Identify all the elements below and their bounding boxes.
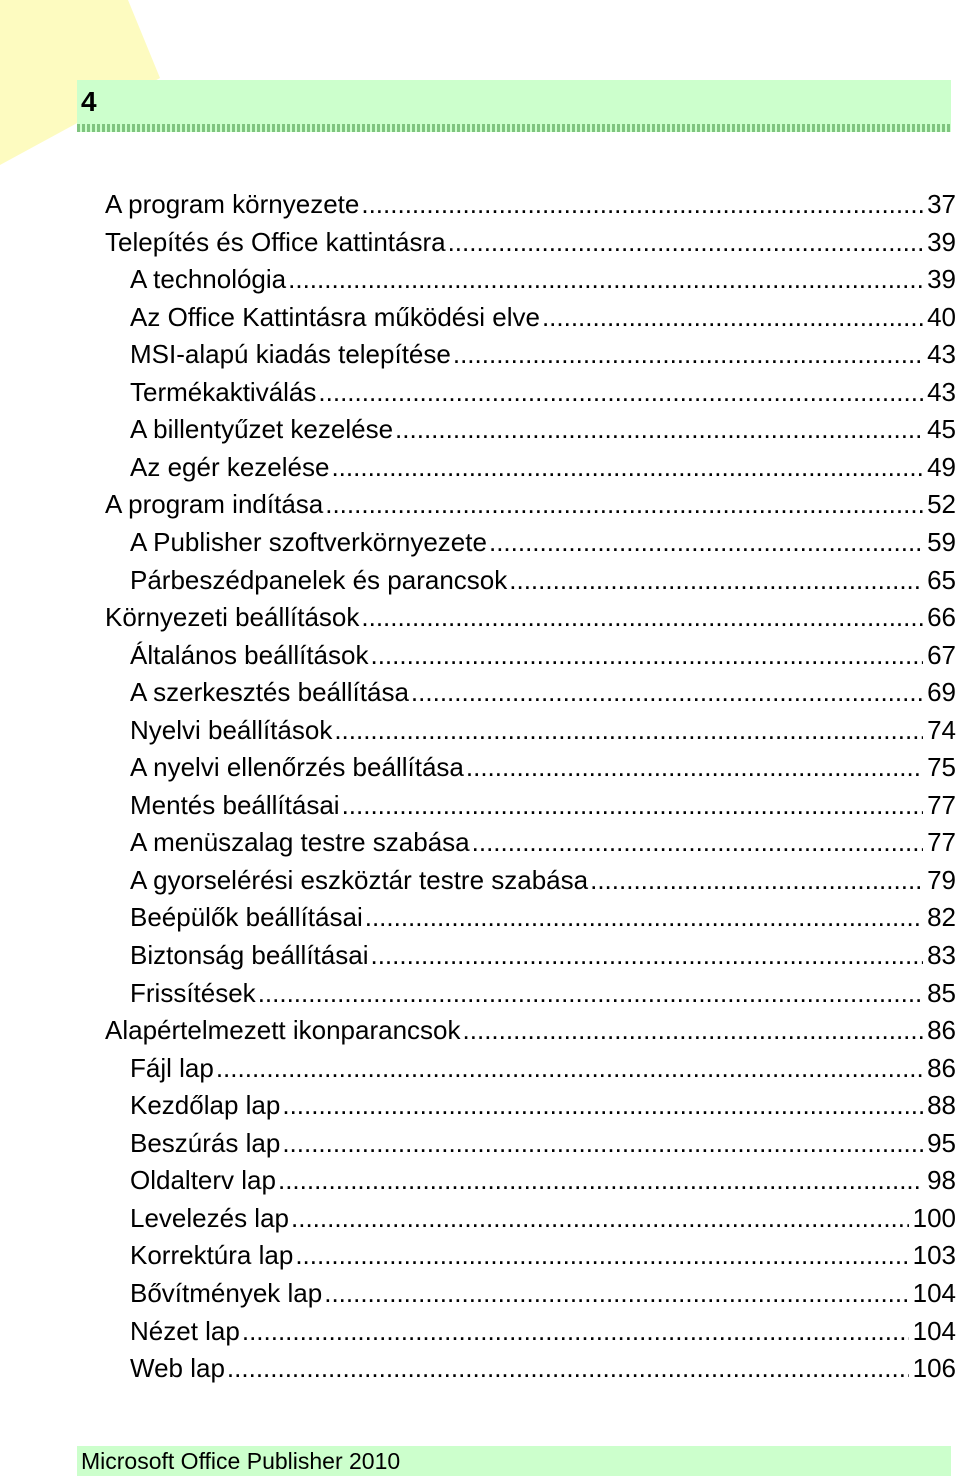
toc-entry-title: Telepítés és Office kattintásra	[105, 226, 446, 257]
toc-entry-title: Párbeszédpanelek és parancsok	[130, 564, 508, 595]
toc-leader-dots	[365, 899, 923, 936]
toc-leader-dots	[227, 1350, 909, 1387]
toc-entry-page: 104	[912, 1277, 956, 1308]
toc-entry-title: A szerkesztés beállítása	[130, 677, 409, 708]
toc-entry[interactable]	[105, 1012, 956, 1049]
toc-entry-title: A Publisher szoftverkörnyezete	[130, 526, 487, 557]
toc-entry-title: Nézet lap	[130, 1315, 240, 1346]
toc-entry-page: 86	[927, 1052, 956, 1083]
toc-entry-title: Általános beállítások	[130, 639, 369, 670]
toc-entry[interactable]	[130, 787, 956, 824]
toc-leader-dots	[258, 975, 923, 1012]
toc-leader-dots	[278, 1162, 923, 1199]
toc-leader-dots	[216, 1050, 923, 1087]
toc-entry-page: 95	[927, 1127, 956, 1158]
toc-entry-page: 52	[927, 489, 956, 520]
toc-entry[interactable]	[130, 261, 956, 298]
footer-title: Microsoft Office Publisher 2010	[81, 1448, 401, 1474]
toc-entry[interactable]	[130, 1125, 956, 1162]
toc-leader-dots	[448, 224, 924, 261]
toc-entry-title: Biztonság beállításai	[130, 940, 369, 970]
toc-entry-page: 66	[927, 602, 956, 633]
toc-entry-page: 79	[927, 864, 956, 895]
toc-entry-title: Korrektúra lap	[130, 1240, 294, 1271]
toc-entry-page: 100	[912, 1202, 956, 1233]
toc-leader-dots	[489, 524, 923, 561]
toc-entry[interactable]	[130, 1087, 956, 1124]
toc-entry-page: 43	[927, 339, 956, 370]
toc-entry-page: 104	[912, 1315, 956, 1346]
toc-entry-title: A nyelvi ellenőrzés beállítása	[130, 752, 464, 783]
toc-leader-dots	[361, 186, 923, 223]
toc-leader-dots	[472, 824, 923, 861]
toc-entry[interactable]	[105, 186, 956, 223]
toc-entry-title: Beszúrás lap	[130, 1127, 281, 1158]
toc-entry-page: 67	[927, 639, 956, 670]
toc-entry[interactable]	[130, 1237, 956, 1274]
toc-entry[interactable]	[130, 1313, 956, 1350]
toc-leader-dots	[291, 1200, 909, 1237]
toc-entry-title: Web lap	[130, 1353, 225, 1384]
toc-entry-page: 45	[927, 414, 956, 445]
toc-entry-page: 40	[927, 301, 956, 332]
toc-entry-page: 59	[927, 526, 956, 557]
toc-leader-dots	[542, 299, 923, 336]
toc-leader-dots	[324, 1275, 908, 1312]
toc-entry-page: 82	[927, 902, 956, 933]
toc-entry[interactable]	[130, 637, 956, 674]
page-number: 4	[81, 86, 97, 117]
toc-entry-page: 37	[927, 189, 956, 219]
toc-entry-title: Az egér kezelése	[130, 451, 330, 482]
header-band	[77, 80, 951, 130]
toc-entry[interactable]	[130, 524, 956, 561]
toc-entry-title: Beépülők beállításai	[130, 902, 363, 933]
header-stripes	[77, 124, 951, 132]
toc-entry-page: 39	[927, 226, 956, 257]
toc-entry-page: 83	[927, 940, 956, 970]
toc-entry[interactable]	[130, 1162, 956, 1199]
toc-entry[interactable]	[105, 224, 956, 261]
toc-entry[interactable]	[130, 975, 956, 1012]
toc-entry-title: Környezeti beállítások	[105, 602, 360, 633]
toc-entry-title: A menüszalag testre szabása	[130, 827, 470, 858]
toc-entry-title: Levelezés lap	[130, 1202, 289, 1233]
toc-entry-page: 69	[927, 677, 956, 708]
toc-leader-dots	[463, 1012, 924, 1049]
toc-entry-title: Kezdőlap lap	[130, 1090, 281, 1121]
toc-leader-dots	[370, 937, 923, 974]
toc-entry[interactable]	[130, 749, 956, 786]
toc-entry[interactable]	[130, 449, 956, 486]
toc-entry-title: Az Office Kattintásra működési elve	[130, 301, 540, 332]
toc-entry-page: 98	[927, 1165, 956, 1196]
toc-leader-dots	[242, 1313, 909, 1350]
toc-leader-dots	[411, 674, 923, 711]
toc-entry-title: Alapértelmezett ikonparancsok	[105, 1015, 461, 1046]
toc-entry-title: Oldalterv lap	[130, 1165, 276, 1196]
toc-leader-dots	[282, 1125, 923, 1162]
toc-entry-page: 86	[927, 1015, 956, 1046]
toc-entry[interactable]	[130, 1350, 956, 1387]
toc-entry-page: 103	[912, 1240, 956, 1271]
toc-entry-title: A billentyűzet kezelése	[130, 414, 394, 445]
toc-entry-page: 106	[912, 1353, 956, 1384]
toc-leader-dots	[590, 862, 923, 899]
toc-entry-page: 49	[927, 451, 956, 482]
toc-entry-page: 65	[927, 564, 956, 595]
toc-entry[interactable]	[130, 562, 956, 599]
toc-leader-dots	[282, 1087, 923, 1124]
toc-entry-page: 39	[927, 264, 956, 295]
toc-entry[interactable]	[130, 862, 956, 899]
toc-leader-dots	[325, 486, 923, 523]
toc-entry[interactable]	[105, 486, 956, 523]
toc-entry-title: Bővítmények lap	[130, 1277, 323, 1308]
toc-leader-dots	[509, 562, 923, 599]
toc-entry-title: A gyorselérési eszköztár testre szabása	[130, 864, 589, 895]
toc-entry[interactable]	[105, 599, 956, 636]
toc-entry[interactable]	[130, 1275, 956, 1312]
toc-entry[interactable]	[130, 411, 956, 448]
toc-entry-title: MSI-alapú kiadás telepítése	[130, 339, 451, 370]
toc-entry-title: Termékaktiválás	[130, 376, 317, 407]
toc-leader-dots	[395, 411, 923, 448]
toc-leader-dots	[288, 261, 923, 298]
toc-entry[interactable]	[130, 336, 956, 373]
toc-entry-page: 85	[927, 977, 956, 1008]
toc-leader-dots	[370, 637, 923, 674]
toc-entry[interactable]	[130, 824, 956, 861]
toc-entry-page: 77	[927, 827, 956, 858]
toc-leader-dots	[295, 1237, 908, 1274]
toc-entry[interactable]	[130, 937, 956, 974]
toc-leader-dots	[334, 712, 923, 749]
toc-leader-dots	[466, 749, 923, 786]
toc-leader-dots	[318, 374, 923, 411]
toc-entry-title: Nyelvi beállítások	[130, 714, 333, 745]
toc-entry[interactable]	[130, 899, 956, 936]
toc-entry-page: 88	[927, 1090, 956, 1121]
toc-entry-page: 43	[927, 376, 956, 407]
toc-entry[interactable]	[130, 1200, 956, 1237]
toc-leader-dots	[331, 449, 923, 486]
toc-leader-dots	[453, 336, 923, 373]
toc-entry-title: A technológia	[130, 264, 287, 295]
toc-entry[interactable]	[130, 1050, 956, 1087]
toc-entry[interactable]	[130, 299, 956, 336]
toc-entry[interactable]	[130, 712, 956, 749]
toc-entry-page: 77	[927, 789, 956, 820]
toc-entry-title: Fájl lap	[130, 1052, 214, 1083]
toc-entry-title: A program környezete	[105, 189, 360, 219]
toc-entry[interactable]	[130, 374, 956, 411]
toc-leader-dots	[342, 787, 924, 824]
toc-entry[interactable]	[130, 674, 956, 711]
toc-entry-title: Frissítések	[130, 977, 256, 1008]
toc-entry-page: 75	[927, 752, 956, 783]
toc-entry-page: 74	[927, 714, 956, 745]
toc-entry-title: A program indítása	[105, 489, 324, 520]
toc-entry-title: Mentés beállításai	[130, 789, 340, 820]
toc-leader-dots	[361, 599, 923, 636]
